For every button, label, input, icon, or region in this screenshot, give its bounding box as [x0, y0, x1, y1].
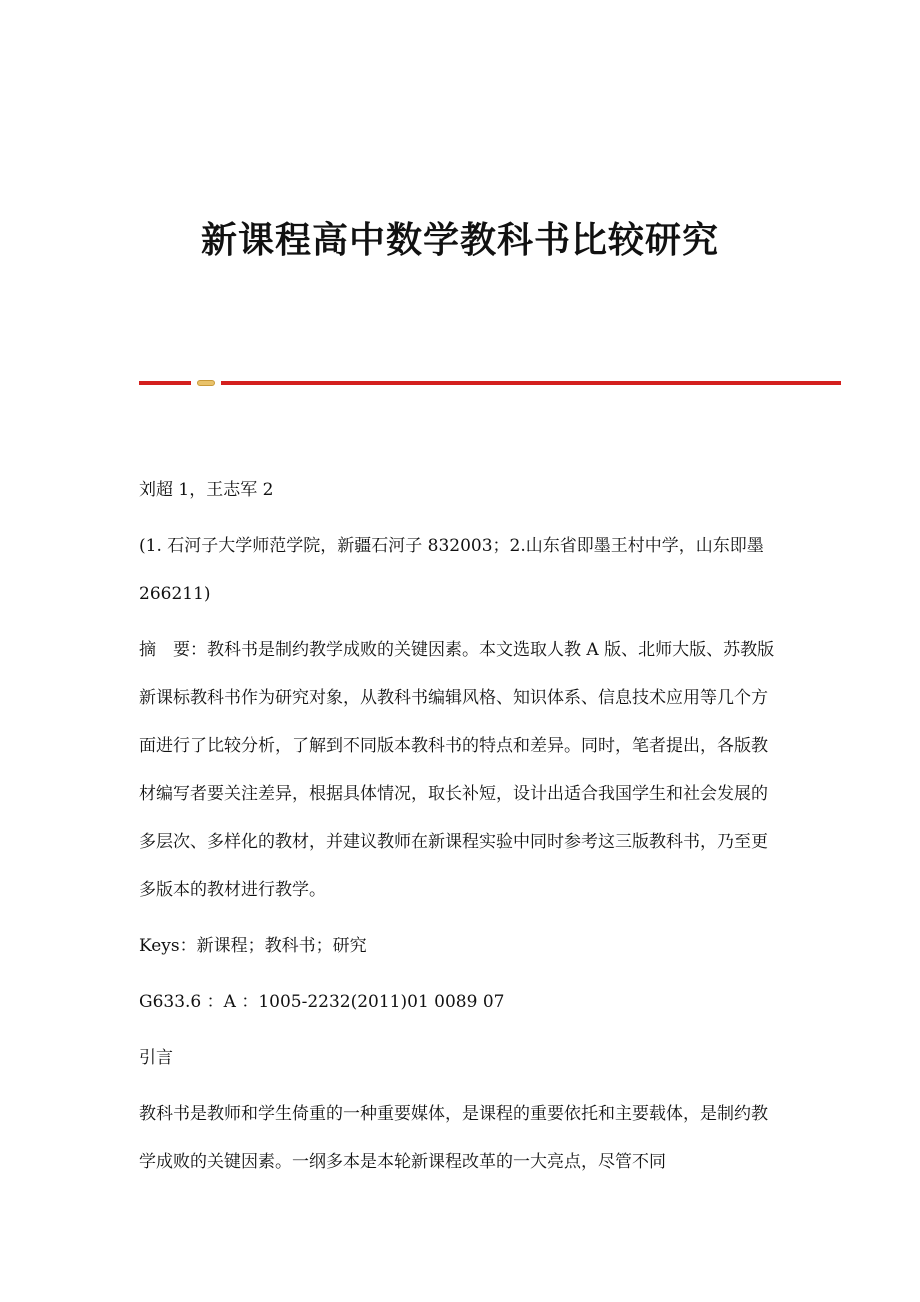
document-body [139, 466, 779, 1194]
affiliation: (1. 石河子大学师范学院，新疆石河子 832003；2.山东省即墨王村中学，山东即墨 266211) [139, 536, 764, 604]
authors: 刘超 1，王志军 2 [139, 480, 274, 500]
document-title: 新课程高中数学教科书比较研究 [200, 219, 719, 261]
abstract: 摘 要：教科书是制约教学成败的关键因素。本文选取人教 A 版、北师大版、苏教版新课标教科书作为研究对象，从教科书编辑风格、知识体系、信息技术应用等几个方面进行了比较分析，了解到不同版本教科书的特点和差异。同时，笔者提出，各版教材编写者要关注差异，根据具体情况，取长补短，设计出适合我国学生和社会发展的多层次、多样化的教材，并建议教师在新课程实验中同时参考这三版教科书，乃至更多版本的教材进行教学。 [139, 640, 775, 900]
divider-bar-left [139, 381, 191, 385]
divider-ornament-icon [197, 380, 215, 386]
section-heading: 引言 [139, 1048, 173, 1068]
body-paragraph: 教科书是教师和学生倚重的一种重要媒体，是课程的重要依托和主要载体，是制约教学成败的关键因素。一纲多本是本轮新课程改革的一大亮点，尽管不同 [139, 1104, 768, 1172]
classification-code: G633.6 ：A ：1005-2232(2011)01 0089 07 [139, 992, 505, 1012]
keywords: Keys：新课程；教科书；研究 [139, 936, 367, 956]
title-divider [139, 380, 841, 386]
divider-bar-right [221, 381, 841, 385]
